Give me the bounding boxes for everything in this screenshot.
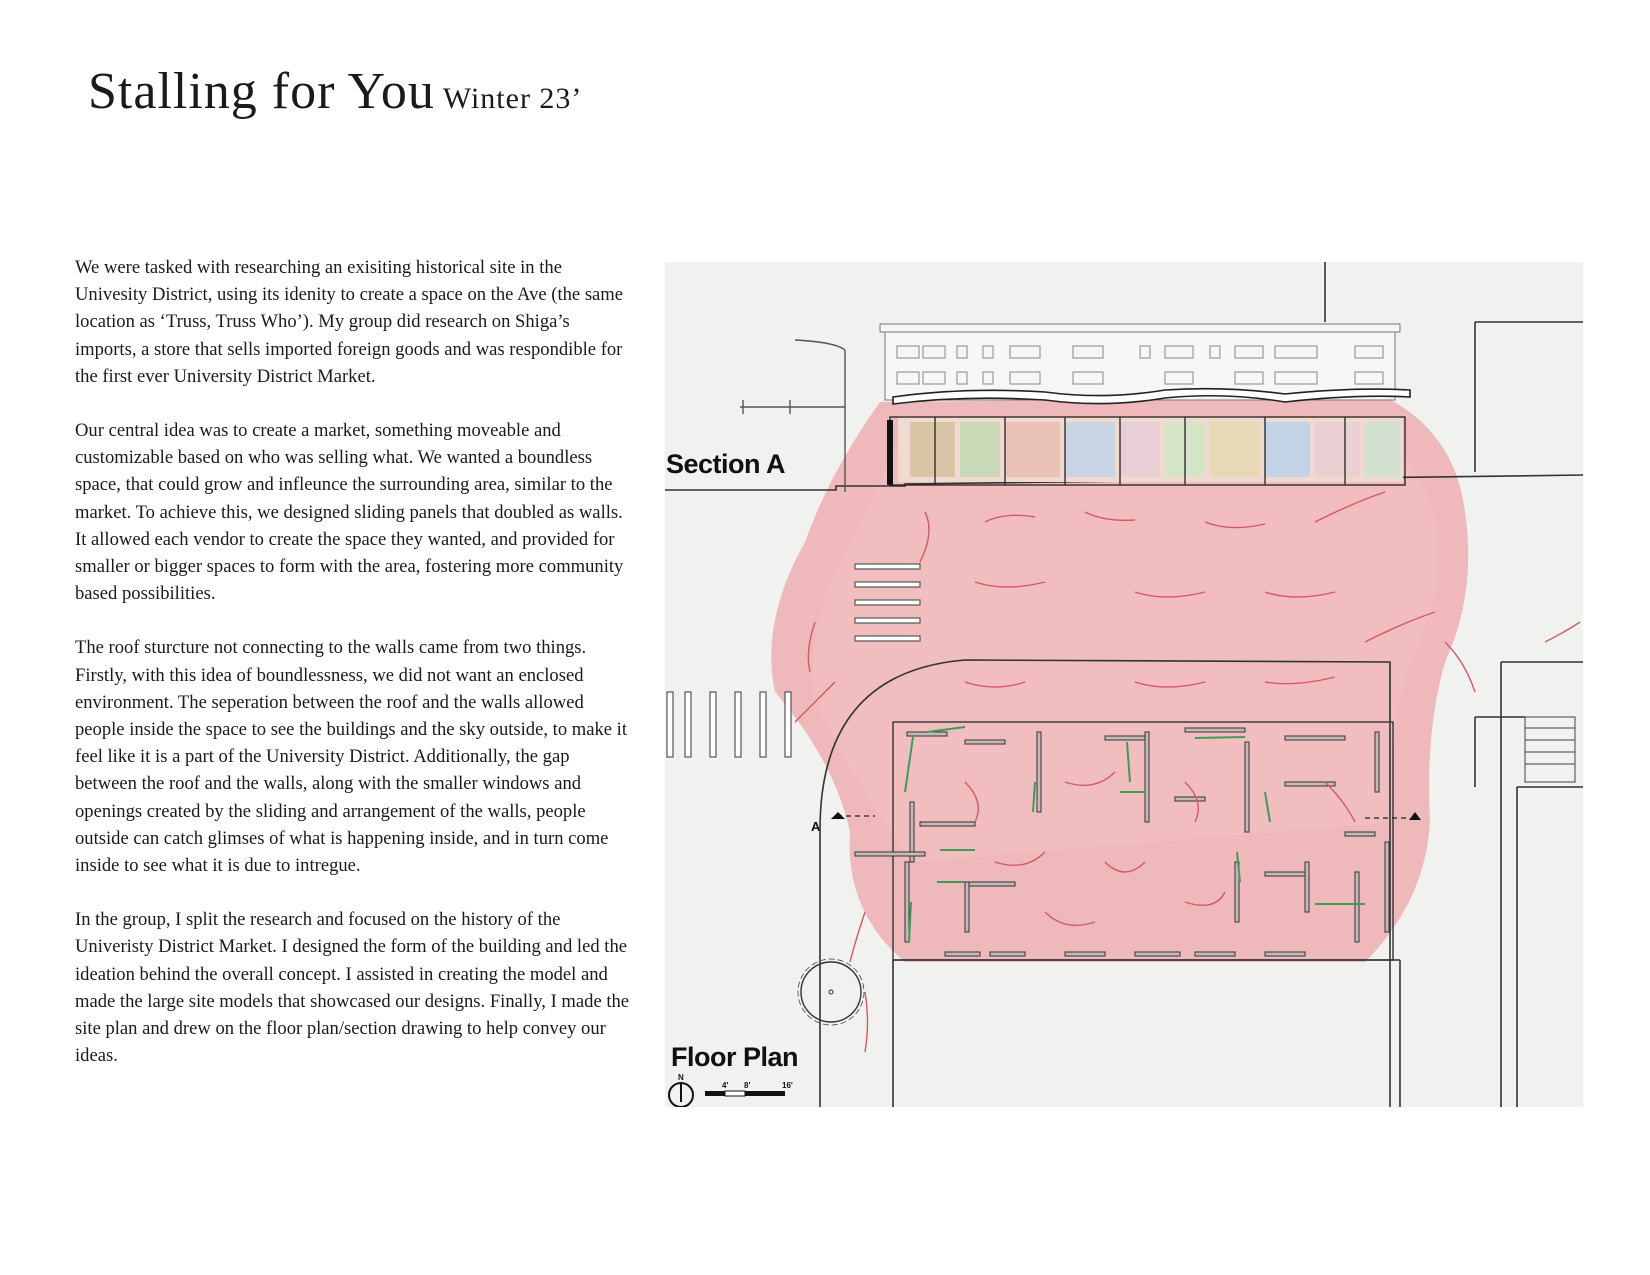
paragraph-roof: The roof sturcture not connecting to the walls came from two things. Firstly, with this idea of boundlessness, we did not want an enclosed environment. The seperation between the roof and the walls allowed people inside the space to see the buildings and the sky outside, to make it feel like it is a part of the University District. Additionally, the gap between the roof and the walls, along with the smaller windows and openings created by the sliding and arrangement of the walls, people outside can catch glimses of what is happening inside, and in turn come inside to see what it is due to intregue. (75, 637, 628, 877)
influence-shading-light (813, 427, 1438, 862)
page-title (88, 62, 582, 121)
scale-tick-8: 8' (744, 1081, 751, 1090)
scale-bar (705, 1091, 785, 1096)
scale-tick-16: 16' (782, 1081, 793, 1090)
north-arrow (669, 1083, 693, 1107)
scale-tick-4: 4' (722, 1081, 729, 1090)
north-letter: N (678, 1073, 684, 1082)
project-title: Stalling for You (88, 63, 435, 120)
stairs (1525, 717, 1575, 782)
paragraph-research: We were tasked with researching an exisiting historical site in the Univesity District, using its idenity to create a space on the Ave (the same location as ‘Truss, Truss Who’). My group did research on Shiga’s imports, a store that sells imported foreign goods and was respondible for the first ever University District Market. (75, 257, 624, 387)
section-end-wall (887, 420, 893, 485)
project-description (75, 254, 635, 1096)
background-building (880, 324, 1400, 400)
floor-plan-label: Floor Plan (671, 1042, 799, 1072)
paragraph-role: In the group, I split the research and focused on the history of the Univeristy District Market. I designed the form of the building and led the ideation behind the overall concept. I assisted in creating the model and made the large site models that showcased our designs. Finally, I made the site plan and drew on the floor plan/section drawing to help convey our ideas. (75, 909, 630, 1067)
plan-section-drawing (665, 262, 1583, 1107)
section-marker-letter: A (811, 819, 821, 834)
tree-symbol (798, 959, 864, 1025)
section-label: Section A (666, 449, 786, 479)
project-term: Winter 23’ (442, 82, 583, 115)
paragraph-concept: Our central idea was to create a market, something moveable and customizable based on who was selling what. We wanted a boundless space, that could grow and infleunce the surrounding area, similar to the market. To achieve this, we designed sliding panels that doubled as walls. It allowed each vendor to create the space they wanted, and provided for smaller or bigger spaces to form with the area, fostering more community based possibilities. (75, 420, 624, 605)
section-stalls (898, 417, 1403, 482)
drawing-canvas (665, 262, 1583, 1107)
